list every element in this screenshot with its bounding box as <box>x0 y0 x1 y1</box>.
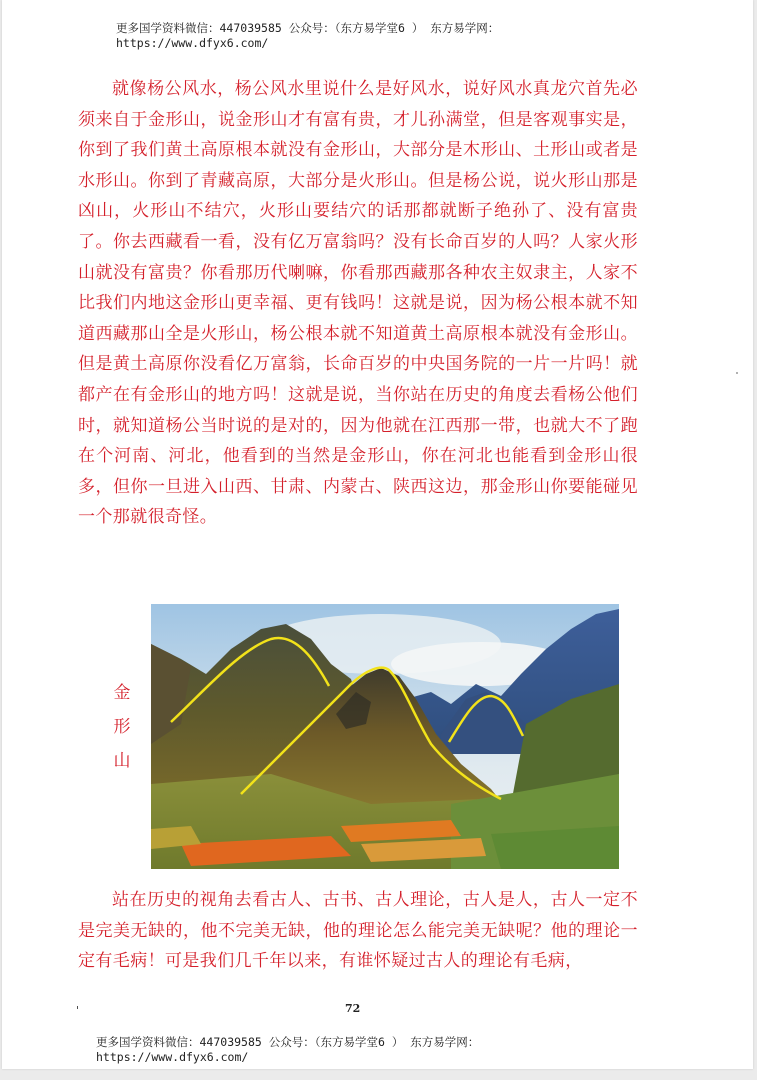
paragraph-2: 站在历史的视角去看古人、古书、古人理论，古人是人，古人一定不是完美无缺的，他不完美无缺，他的理论怎么能完美无缺呢？他的理论一定有毛病！可是我们几千年以来，有谁怀疑过古人的理论有毛病， <box>78 890 638 972</box>
mountain-photo <box>151 604 619 869</box>
watermark-top-line1: 更多国学资料微信：447039585 公众号：（东方易学堂6 ） 东方易学网： <box>116 21 500 35</box>
watermark-bottom <box>96 1035 479 1065</box>
paragraph-1: 就像杨公风水，杨公风水里说什么是好风水，说好风水真龙穴首先必须来自于金形山，说金形山才有富有贵，才儿孙满堂，但是客观事实是，你到了我们黄土高原根本就没有金形山，大部分是木形山、土形山或者是水形山。你到了青藏高原，大部分是火形山。但是杨公说，说火形山那是凶山，火形山不结穴，火形山要结穴的话那都就断子绝孙了、没有富贵了。你去西藏看一看，没有亿万富翁吗？没有长命百岁的人吗？人家火形山就没有富贵？你看那历代喇嘛，你看那西藏那各种农主奴隶主，人家不比我们内地这金形山更幸福、更有钱吗！这就是说，因为杨公根本就不知道西藏那山全是火形山，杨公根本就不知道黄土高原根本就没有金形山。但是黄土高原你没看亿万富翁，长命百岁的中央国务院的一片一片吗！就都产在有金形山的地方吗！这就是说，当你站在历史的角度去看杨公他们时，就知道杨公当时说的是对的，因为他就在江西那一带，也就大不了跑在个河南、河北，他看到的当然是金形山，你在河北也能看到金形山很多，但你一旦进入山西、甘肃、内蒙古、陕西这边，那金形山你要能碰见一个那就很奇怪。 <box>78 79 638 528</box>
page-number: 72 <box>345 1002 361 1015</box>
figure-label: 金形山 <box>113 683 131 771</box>
scan-dot <box>736 372 738 374</box>
stray-mark: ' <box>76 1004 80 1017</box>
watermark-bottom-line2: https://www.dfyx6.com/ <box>96 1050 249 1064</box>
watermark-top-line2: https://www.dfyx6.com/ <box>116 36 269 50</box>
watermark-top <box>116 21 499 51</box>
watermark-bottom-line1: 更多国学资料微信：447039585 公众号：（东方易学堂6 ） 东方易学网： <box>96 1035 480 1049</box>
